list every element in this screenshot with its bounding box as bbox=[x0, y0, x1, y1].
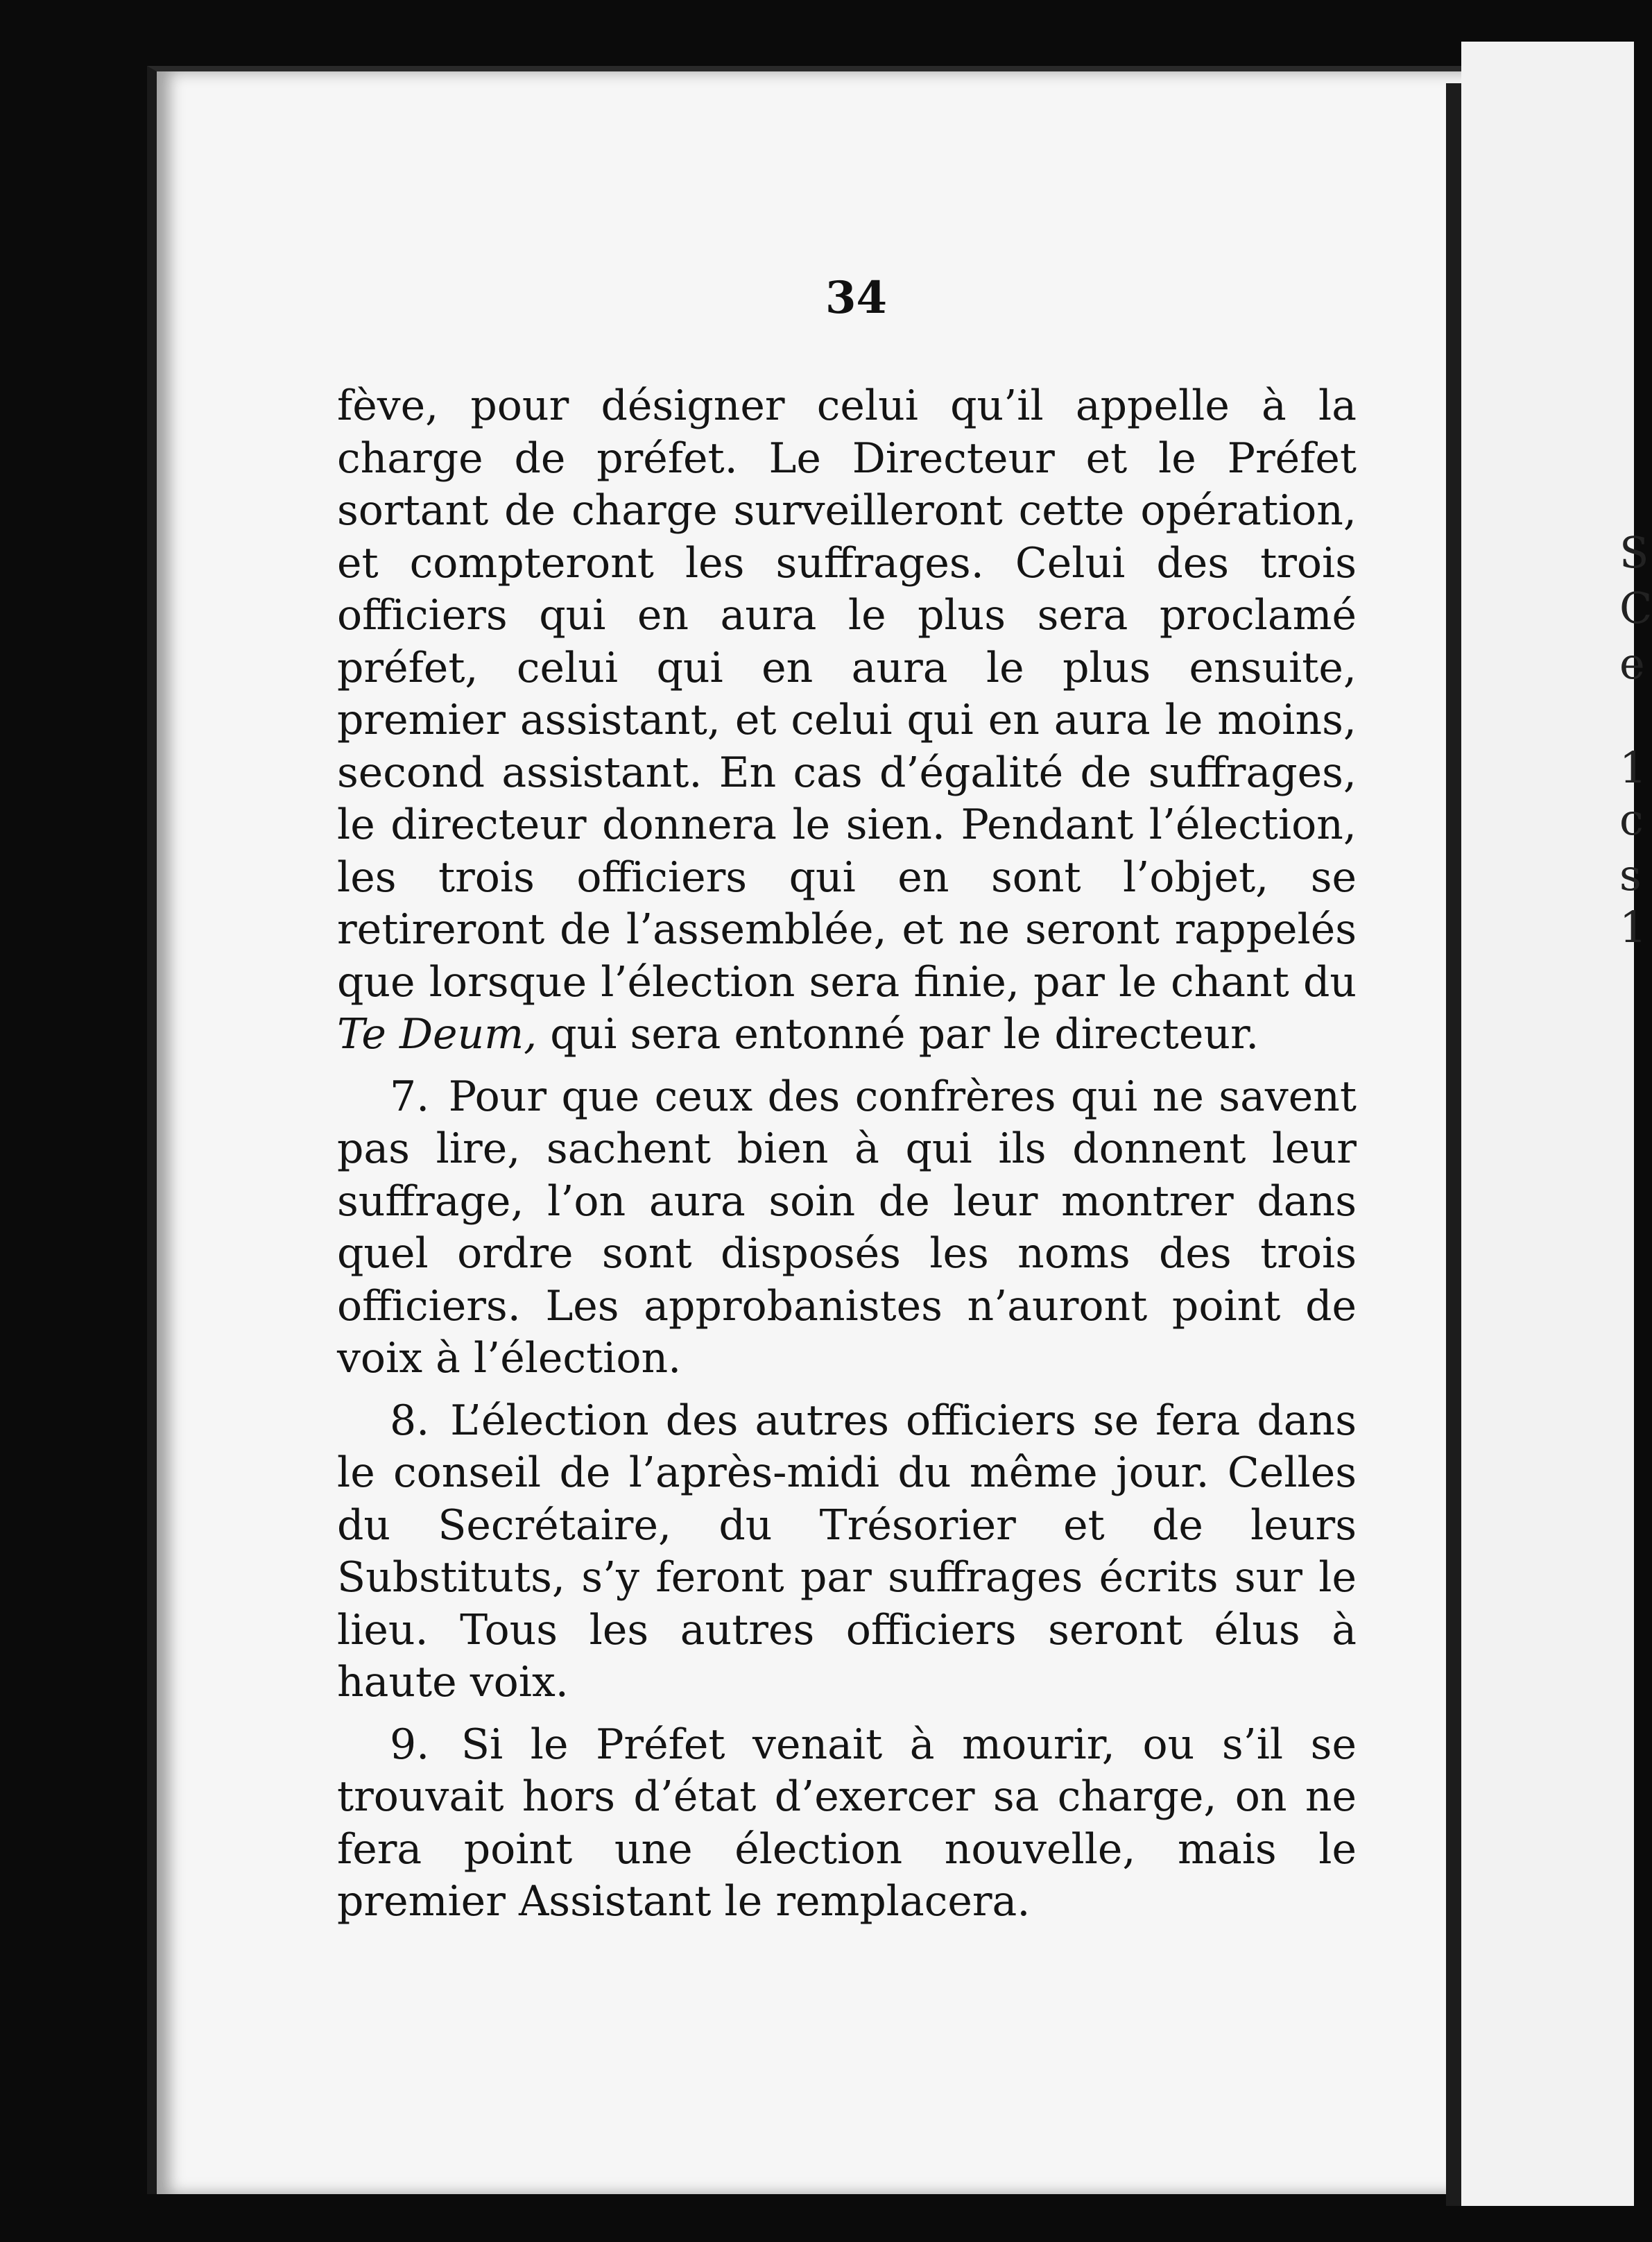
paragraph-text: fève, pour désigner celui qu’il appelle à la charge de préfet. Le Directeur et le Préfet sortant de charge surveilleront cette opération, et compteront les suffrages. Celui des trois officiers qui en aura le plus sera proclamé préfet, celui qui en aura le plus ensuite, premier assistant, et celui qui en aura le moins, second assistant. En cas d’égalité de suffrages, le directeur donnera le sien. Pendant l’élection, les trois officiers qui en sont l’objet, se retireront de l’assemblée, et ne seront rappelés que lorsque l’élection sera finie, par le chant du bbox=[337, 382, 1357, 1007]
page-number: 34 bbox=[825, 272, 888, 324]
edge-char: 1 bbox=[1619, 902, 1647, 952]
paragraph-8 bbox=[337, 1395, 1357, 1709]
edge-char: s bbox=[1619, 850, 1642, 900]
edge-char: 1 bbox=[1619, 742, 1647, 793]
next-page-edge bbox=[1461, 42, 1652, 2206]
page-body-text bbox=[337, 380, 1357, 1938]
paragraph-continued bbox=[337, 380, 1357, 1061]
paragraph-number: 8. bbox=[390, 1396, 430, 1445]
page-gutter bbox=[1446, 83, 1461, 2206]
italic-text: Te Deum, bbox=[337, 1010, 537, 1059]
paragraph-text: qui sera entonné par le directeur. bbox=[537, 1010, 1259, 1059]
edge-char: e bbox=[1619, 638, 1645, 689]
edge-char: C bbox=[1619, 583, 1652, 633]
paragraph-number: 9. bbox=[390, 1720, 430, 1769]
edge-char: c bbox=[1619, 794, 1644, 845]
paragraph-7 bbox=[337, 1071, 1357, 1385]
paragraph-text: L’élection des autres officiers se fera dans le conseil de l’après-midi du même jour. Celles du Secrétaire, du Trésorier et de leurs Substituts, s’y feront par suffrages écrits sur le lieu. Tous les autres officiers seront élus à haute voix. bbox=[337, 1396, 1357, 1706]
paragraph-text: Pour que ceux des confrères qui ne savent pas lire, sachent bien à qui ils donnent leur suffrage, l’on aura soin de leur montrer dans quel ordre sont disposés les noms des trois officiers. Les approbanistes n’auront point de voix à l’élection. bbox=[337, 1072, 1357, 1383]
paragraph-9 bbox=[337, 1719, 1357, 1928]
edge-char: S bbox=[1619, 527, 1649, 578]
paragraph-number: 7. bbox=[390, 1072, 430, 1121]
paragraph-text: Si le Préfet venait à mourir, ou s’il se trouvait hors d’état d’exercer sa charge, on ne fera point une élection nouvelle, mais le premier Assistant le remplacera. bbox=[337, 1720, 1357, 1926]
